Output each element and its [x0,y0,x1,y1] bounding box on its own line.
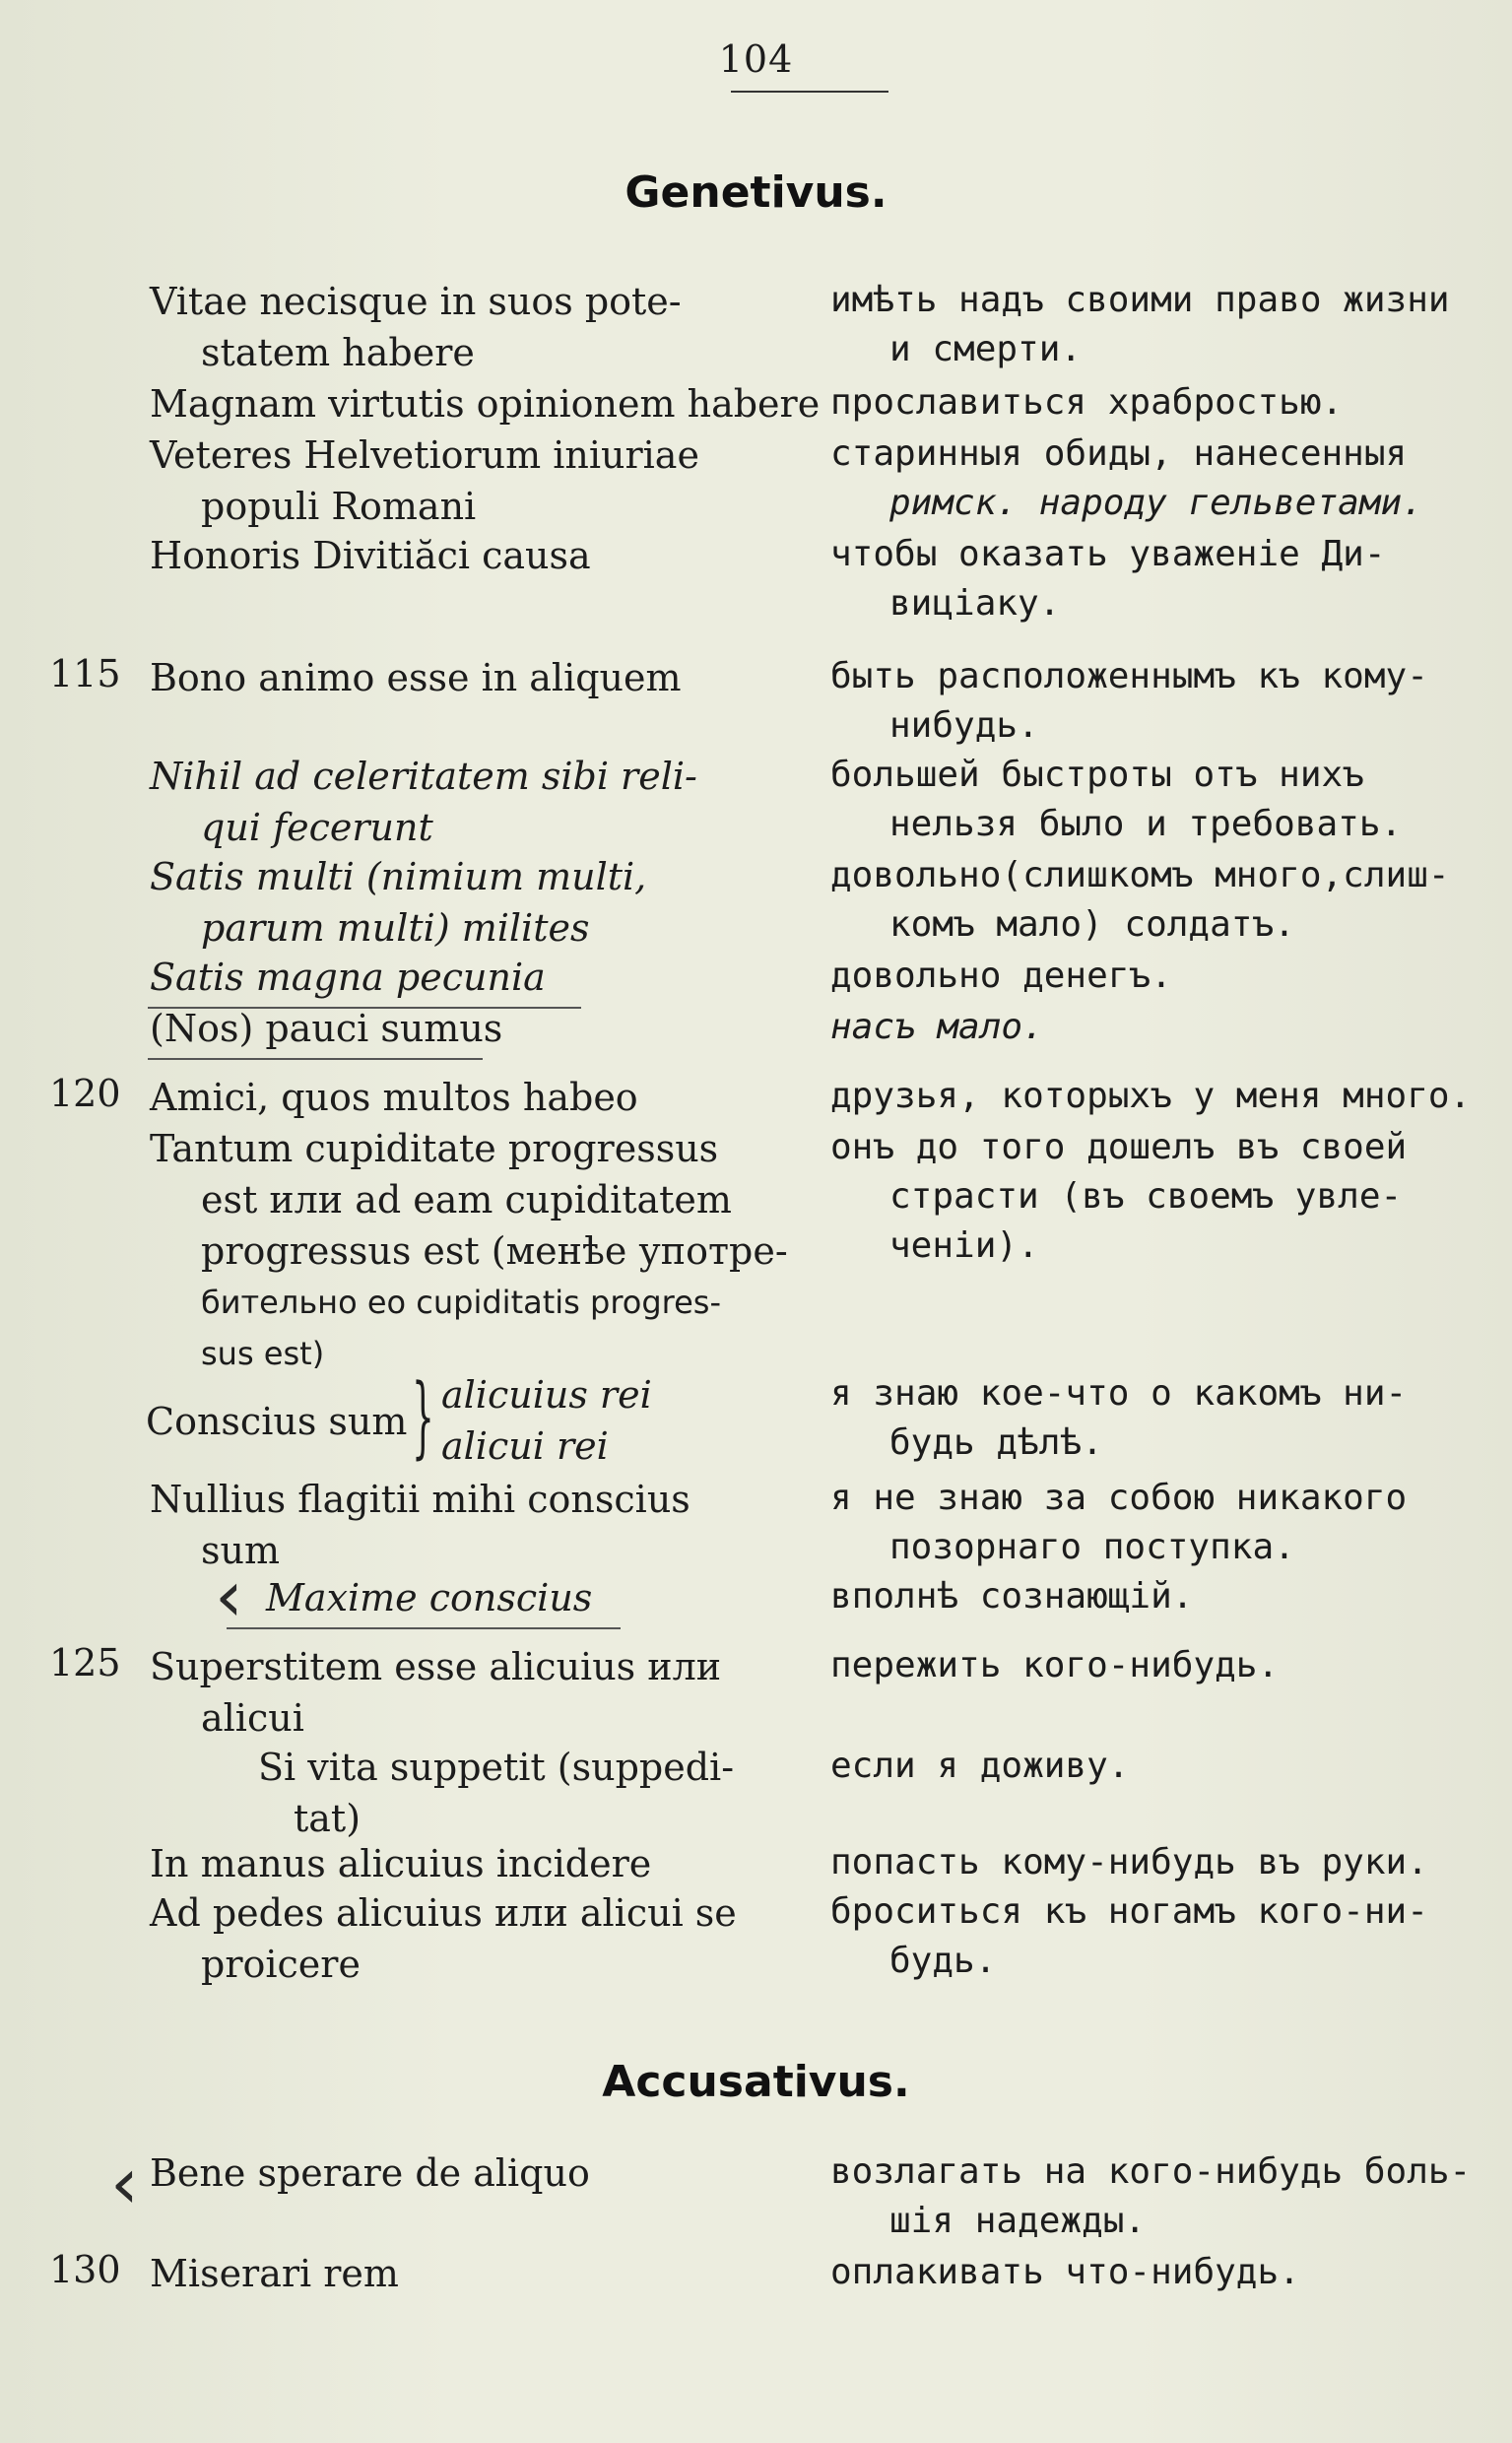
latin-phrase: Honoris Divitiăci causa [150,534,591,577]
latin-phrase: Tantum cupiditate progressus est или ad eam cupiditatem progressus est (менѣе употре- бительно eo cupiditatis progres- sus est) [150,1127,788,1372]
pencil-bracket-mark: ‹ [215,1554,243,1637]
russian-translation: друзья, которыхъ у меня много. [830,1076,1472,1116]
russian-translation: старинныя обиды, нанесенныя римск. народу гельветами. [830,433,1423,523]
brace-symbol: } [412,1365,434,1469]
latin-phrase: In manus alicuius incidere [150,1842,652,1885]
latin-phrase: Amici, quos multos habeo [150,1076,638,1119]
section-title-genetivus: Genetivus. [625,167,887,218]
latin-phrase: Miserari rem [150,2252,399,2295]
latin-phrase: Si vita suppetit (suppedi- tat) [258,1746,735,1840]
latin-phrase: Vitae necisque in suos pote- statem habere [150,280,682,374]
russian-translation: я не знаю за собою никакого позорнаго поступка. [830,1478,1408,1567]
latin-phrase: Nullius flagitii mihi conscius sum [150,1478,690,1572]
entry-number: 125 [49,1641,121,1684]
latin-phrase: Magnam virtutis opinionem habere [150,382,821,426]
russian-translation: если я доживу. [830,1746,1130,1786]
russian-translation: оплакивать что-нибудь. [830,2252,1300,2292]
entry-number: 115 [49,652,121,695]
latin-phrase: Ad pedes alicuius или alicui se proicere [150,1891,737,1986]
russian-translation: пережить кого-нибудь. [830,1645,1280,1685]
latin-phrase: Satis magna pecunia [150,956,546,999]
entry-number: 120 [49,1072,121,1115]
pencil-underline [227,1627,621,1629]
russian-translation: вполнѣ сознающій. [830,1576,1194,1617]
russian-translation: довольно(слишкомъ много,слиш- комъ мало) солдатъ. [830,855,1450,945]
latin-phrase: Maxime conscius [266,1576,593,1619]
russian-translation: прославиться храбростью. [830,382,1344,423]
entry-number: 130 [49,2248,121,2291]
russian-translation: имѣть надъ своими право жизни и смерти. [830,280,1450,369]
pencil-bracket-mark: ‹ [110,2142,139,2224]
russian-translation: возлагать на кого-нибудь боль- шія надежды. [830,2151,1472,2241]
latin-phrase: Superstitem esse alicuius или alicui [150,1645,722,1740]
russian-translation: быть расположеннымъ къ кому- нибудь. [830,656,1428,746]
section-title-accusativus: Accusativus. [602,2057,910,2107]
russian-translation: броситься къ ногамъ кого-ни- будь. [830,1891,1428,1981]
russian-translation: попасть кому-нибудь въ руки. [830,1842,1428,1882]
russian-translation: я знаю кое-что о какомъ ни- будь дѣлѣ. [830,1373,1408,1463]
russian-translation: насъ мало. [830,1007,1044,1047]
russian-translation: онъ до того дошелъ въ своей страсти (въ своемъ увле- ченіи). [830,1127,1408,1266]
latin-phrase: Satis multi (nimium multi, parum multi) milites [150,855,647,950]
book-page: 104 Genetivus. Vitae necisque in suos pote- statem habere имѣть надъ своими право жизни и смерти. Magnam virtutis opinionem habere прославиться храбростью. Veteres Helvetiorum iniuriae populi Romani старинныя обиды, нанесенныя римск. народу гельветами. Honoris Divitiăci causa чтобы оказать уваженіе Ди- виціаку. 115 Bono animo esse in aliquem быть расположеннымъ къ кому- нибудь. Nihil ad celeritatem sibi reli- qui fecerunt большей быстроты отъ нихъ нельзя было и требовать. Satis multi (nimium multi, parum multi) milites довольно(слишкомъ много,слиш- комъ мало) солдатъ. Satis magna pecunia довольно денегъ. (Nos) pauci sumus насъ мало. 120 Amici, quos multos habeo друзья, которыхъ у меня много. Tantum cupiditate progressus est или ad eam cupiditatem progressus est (менѣе употре- бительно eo cupiditatis progres- sus est) онъ до того дошелъ въ своей страсти (въ своемъ увле- ченіи). Conscius sum } alicuius rei alicui rei я знаю кое-что о какомъ ни- будь дѣлѣ. Nullius flagitii mihi conscius sum я не знаю за собою никакого позорнаго поступка. ‹ Maxime conscius вполнѣ сознающій. 125 Superstitem esse alicuius или alicui пережить кого-нибудь. Si vita suppetit (suppedi- tat) если я доживу. In manus alicuius incidere попасть кому-нибудь въ руки. Ad pedes alicuius или alicui se proicere броситься къ ногамъ кого-ни- будь. Accusativus. ‹ Bene sperare de aliquo возлагать на кого-нибудь боль- шія надежды. 130 Miserari rem оплакивать что-нибудь. [0,0,1512,2443]
page-number: 104 [718,37,794,81]
latin-phrase: Bono animo esse in aliquem [150,656,682,699]
page-number-rule [731,91,888,93]
latin-phrase: (Nos) pauci sumus [150,1007,503,1050]
russian-translation: большей быстроты отъ нихъ нельзя было и требовать. [830,755,1403,844]
pencil-underline [148,1058,483,1060]
latin-phrase: Bene sperare de aliquo [150,2151,590,2195]
latin-phrase: Veteres Helvetiorum iniuriae populi Romani [150,433,699,528]
latin-phrase: Nihil ad celeritatem sibi reli- qui fecerunt [150,755,697,849]
russian-translation: чтобы оказать уваженіе Ди- виціаку. [830,534,1386,624]
russian-translation: довольно денегъ. [830,956,1172,996]
